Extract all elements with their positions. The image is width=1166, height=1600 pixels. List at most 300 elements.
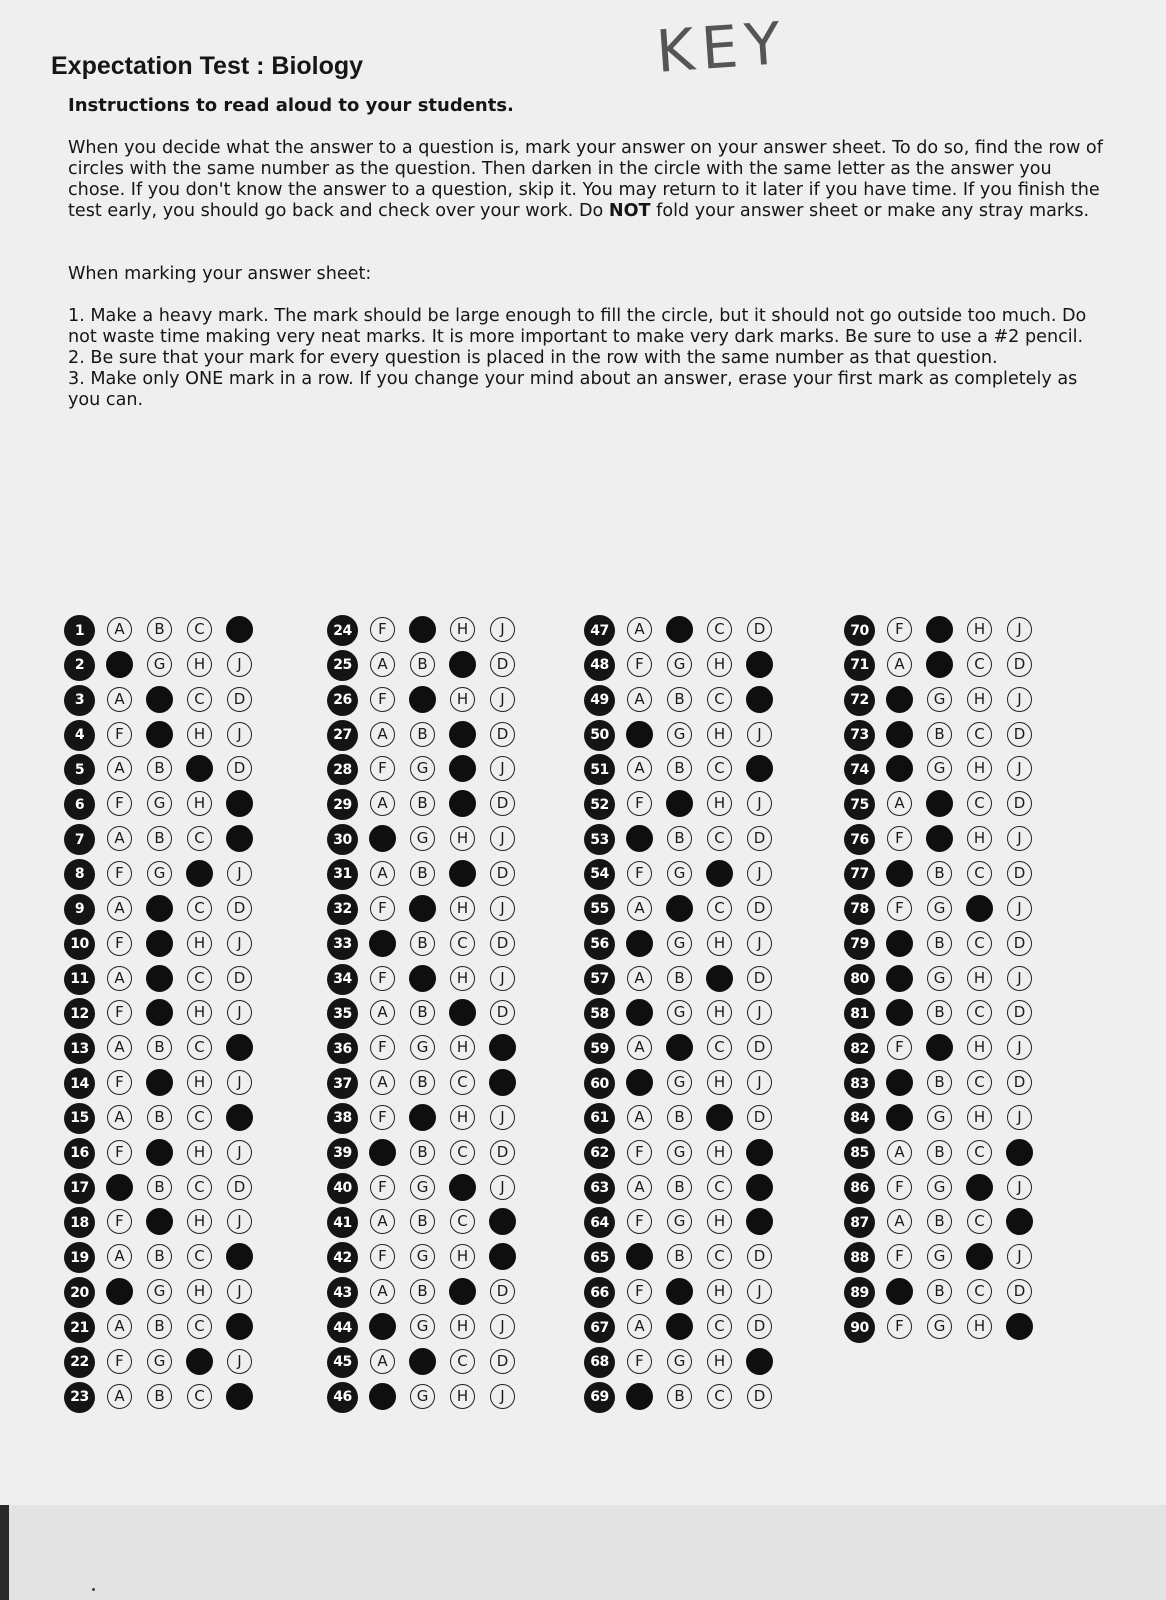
filled-answer-bubble[interactable] [886,721,913,748]
answer-bubble[interactable]: B [147,1314,172,1339]
answer-bubble[interactable]: G [927,1314,952,1339]
answer-bubble[interactable]: H [967,687,992,712]
answer-bubble[interactable]: J [227,1209,252,1234]
answer-bubble[interactable]: J [1007,1175,1032,1200]
answer-bubble[interactable]: F [107,1070,132,1095]
answer-bubble[interactable]: F [627,1279,652,1304]
answer-bubble[interactable]: F [370,896,395,921]
answer-bubble[interactable]: B [410,1279,435,1304]
answer-bubble[interactable]: H [187,1279,212,1304]
answer-bubble[interactable]: J [227,722,252,747]
answer-bubble[interactable]: D [490,722,515,747]
answer-bubble[interactable]: F [887,896,912,921]
answer-bubble[interactable]: F [887,1244,912,1269]
filled-answer-bubble[interactable] [746,686,773,713]
answer-bubble[interactable]: G [667,1000,692,1025]
filled-answer-bubble[interactable] [409,895,436,922]
answer-bubble[interactable]: J [227,1070,252,1095]
answer-bubble[interactable]: D [227,966,252,991]
answer-bubble[interactable]: F [107,1000,132,1025]
filled-answer-bubble[interactable] [746,1174,773,1201]
filled-answer-bubble[interactable] [106,1278,133,1305]
answer-bubble[interactable]: G [147,861,172,886]
answer-bubble[interactable]: H [187,1209,212,1234]
answer-bubble[interactable]: C [707,826,732,851]
answer-bubble[interactable]: J [747,791,772,816]
filled-answer-bubble[interactable] [966,895,993,922]
answer-bubble[interactable]: G [927,966,952,991]
answer-bubble[interactable]: J [490,687,515,712]
filled-answer-bubble[interactable] [226,1313,253,1340]
answer-bubble[interactable]: B [667,826,692,851]
answer-bubble[interactable]: A [887,652,912,677]
answer-bubble[interactable]: C [707,1035,732,1060]
answer-bubble[interactable]: G [667,931,692,956]
answer-bubble[interactable]: D [747,896,772,921]
answer-bubble[interactable]: B [410,931,435,956]
answer-bubble[interactable]: C [450,1209,475,1234]
answer-bubble[interactable]: H [707,722,732,747]
answer-bubble[interactable]: B [667,1175,692,1200]
answer-bubble[interactable]: C [187,1244,212,1269]
answer-bubble[interactable]: C [187,896,212,921]
answer-bubble[interactable]: H [967,1105,992,1130]
answer-bubble[interactable]: A [370,652,395,677]
filled-answer-bubble[interactable] [666,1313,693,1340]
answer-bubble[interactable]: F [107,791,132,816]
answer-bubble[interactable]: H [967,1314,992,1339]
answer-bubble[interactable]: J [747,1070,772,1095]
filled-answer-bubble[interactable] [886,1069,913,1096]
answer-bubble[interactable]: B [147,826,172,851]
filled-answer-bubble[interactable] [369,1139,396,1166]
filled-answer-bubble[interactable] [106,1174,133,1201]
answer-bubble[interactable]: A [107,896,132,921]
answer-bubble[interactable]: G [927,687,952,712]
answer-bubble[interactable]: H [707,1209,732,1234]
answer-bubble[interactable]: J [490,826,515,851]
answer-bubble[interactable]: F [107,861,132,886]
filled-answer-bubble[interactable] [226,825,253,852]
answer-bubble[interactable]: G [667,861,692,886]
answer-bubble[interactable]: B [927,861,952,886]
answer-bubble[interactable]: B [667,756,692,781]
answer-bubble[interactable]: D [227,896,252,921]
answer-bubble[interactable]: C [967,1000,992,1025]
answer-bubble[interactable]: J [747,931,772,956]
answer-bubble[interactable]: D [747,1035,772,1060]
filled-answer-bubble[interactable] [706,1104,733,1131]
answer-bubble[interactable]: F [107,1209,132,1234]
answer-bubble[interactable]: C [707,1244,732,1269]
answer-bubble[interactable]: B [927,1070,952,1095]
answer-bubble[interactable]: B [147,1035,172,1060]
answer-bubble[interactable]: H [707,791,732,816]
answer-bubble[interactable]: A [107,756,132,781]
answer-bubble[interactable]: C [450,1349,475,1374]
answer-bubble[interactable]: C [187,1105,212,1130]
answer-bubble[interactable]: F [627,791,652,816]
answer-bubble[interactable]: F [370,1035,395,1060]
answer-bubble[interactable]: J [747,722,772,747]
answer-bubble[interactable]: J [1007,756,1032,781]
answer-bubble[interactable]: B [927,1000,952,1025]
answer-bubble[interactable]: H [707,1140,732,1165]
answer-bubble[interactable]: C [707,1314,732,1339]
answer-bubble[interactable]: B [410,791,435,816]
filled-answer-bubble[interactable] [746,1139,773,1166]
answer-bubble[interactable]: C [707,1175,732,1200]
answer-bubble[interactable]: F [370,756,395,781]
filled-answer-bubble[interactable] [369,930,396,957]
answer-bubble[interactable]: F [887,617,912,642]
answer-bubble[interactable]: D [1007,722,1032,747]
answer-bubble[interactable]: H [450,1244,475,1269]
answer-bubble[interactable]: H [450,1035,475,1060]
answer-bubble[interactable]: A [627,617,652,642]
answer-bubble[interactable]: H [967,617,992,642]
answer-bubble[interactable]: D [747,1244,772,1269]
answer-bubble[interactable]: F [107,1349,132,1374]
answer-bubble[interactable]: H [707,1349,732,1374]
answer-bubble[interactable]: G [147,652,172,677]
answer-bubble[interactable]: B [147,756,172,781]
answer-bubble[interactable]: C [967,722,992,747]
answer-bubble[interactable]: J [227,1140,252,1165]
answer-bubble[interactable]: C [187,1314,212,1339]
answer-bubble[interactable]: C [967,931,992,956]
answer-bubble[interactable]: B [410,861,435,886]
answer-bubble[interactable]: A [107,617,132,642]
filled-answer-bubble[interactable] [146,895,173,922]
answer-bubble[interactable]: C [967,652,992,677]
filled-answer-bubble[interactable] [146,1069,173,1096]
answer-bubble[interactable]: B [147,617,172,642]
answer-bubble[interactable]: J [227,1000,252,1025]
answer-bubble[interactable]: B [667,1244,692,1269]
filled-answer-bubble[interactable] [886,686,913,713]
answer-bubble[interactable]: D [227,756,252,781]
answer-bubble[interactable]: J [490,1175,515,1200]
answer-bubble[interactable]: G [410,826,435,851]
answer-bubble[interactable]: G [667,1140,692,1165]
filled-answer-bubble[interactable] [926,825,953,852]
answer-bubble[interactable]: G [147,1349,172,1374]
filled-answer-bubble[interactable] [186,860,213,887]
answer-bubble[interactable]: G [927,756,952,781]
answer-bubble[interactable]: J [227,652,252,677]
answer-bubble[interactable]: A [107,1105,132,1130]
filled-answer-bubble[interactable] [369,825,396,852]
answer-bubble[interactable]: H [707,1000,732,1025]
answer-bubble[interactable]: H [967,966,992,991]
filled-answer-bubble[interactable] [146,930,173,957]
answer-bubble[interactable]: J [490,756,515,781]
filled-answer-bubble[interactable] [409,616,436,643]
answer-bubble[interactable]: G [410,1035,435,1060]
answer-bubble[interactable]: J [1007,1105,1032,1130]
filled-answer-bubble[interactable] [886,930,913,957]
answer-bubble[interactable]: J [1007,687,1032,712]
answer-bubble[interactable]: F [627,1140,652,1165]
answer-bubble[interactable]: F [887,1175,912,1200]
filled-answer-bubble[interactable] [409,1348,436,1375]
answer-bubble[interactable]: B [927,1209,952,1234]
answer-bubble[interactable]: G [667,1070,692,1095]
answer-bubble[interactable]: G [410,1175,435,1200]
answer-bubble[interactable]: H [967,1035,992,1060]
answer-bubble[interactable]: G [147,1279,172,1304]
answer-bubble[interactable]: C [707,617,732,642]
filled-answer-bubble[interactable] [449,860,476,887]
answer-bubble[interactable]: A [370,1279,395,1304]
filled-answer-bubble[interactable] [449,721,476,748]
answer-bubble[interactable]: J [1007,896,1032,921]
filled-answer-bubble[interactable] [1006,1139,1033,1166]
answer-bubble[interactable]: B [410,722,435,747]
answer-bubble[interactable]: G [927,1105,952,1130]
answer-bubble[interactable]: C [707,687,732,712]
answer-bubble[interactable]: A [627,756,652,781]
answer-bubble[interactable]: H [450,1105,475,1130]
answer-bubble[interactable]: H [450,1384,475,1409]
filled-answer-bubble[interactable] [146,721,173,748]
answer-bubble[interactable]: J [1007,617,1032,642]
answer-bubble[interactable]: F [627,1209,652,1234]
answer-bubble[interactable]: B [667,966,692,991]
answer-bubble[interactable]: A [370,861,395,886]
answer-bubble[interactable]: A [370,722,395,747]
answer-bubble[interactable]: A [107,687,132,712]
filled-answer-bubble[interactable] [626,930,653,957]
answer-bubble[interactable]: B [927,722,952,747]
answer-bubble[interactable]: C [187,687,212,712]
answer-bubble[interactable]: A [887,1140,912,1165]
answer-bubble[interactable]: C [967,1140,992,1165]
answer-bubble[interactable]: F [107,1140,132,1165]
answer-bubble[interactable]: D [747,826,772,851]
answer-bubble[interactable]: H [187,931,212,956]
answer-bubble[interactable]: F [370,966,395,991]
answer-bubble[interactable]: F [107,931,132,956]
answer-bubble[interactable]: C [187,826,212,851]
answer-bubble[interactable]: A [627,687,652,712]
filled-answer-bubble[interactable] [666,616,693,643]
filled-answer-bubble[interactable] [626,721,653,748]
filled-answer-bubble[interactable] [626,1383,653,1410]
answer-bubble[interactable]: C [187,1035,212,1060]
answer-bubble[interactable]: D [227,1175,252,1200]
filled-answer-bubble[interactable] [706,965,733,992]
answer-bubble[interactable]: H [450,617,475,642]
answer-bubble[interactable]: C [707,896,732,921]
answer-bubble[interactable]: G [410,1244,435,1269]
filled-answer-bubble[interactable] [409,686,436,713]
answer-bubble[interactable]: D [1007,1000,1032,1025]
answer-bubble[interactable]: B [147,1175,172,1200]
filled-answer-bubble[interactable] [666,1034,693,1061]
filled-answer-bubble[interactable] [626,1069,653,1096]
answer-bubble[interactable]: H [187,652,212,677]
answer-bubble[interactable]: A [107,966,132,991]
answer-bubble[interactable]: J [227,1349,252,1374]
answer-bubble[interactable]: A [107,826,132,851]
answer-bubble[interactable]: D [490,931,515,956]
answer-bubble[interactable]: H [450,687,475,712]
answer-bubble[interactable]: J [490,896,515,921]
answer-bubble[interactable]: C [967,1209,992,1234]
answer-bubble[interactable]: B [147,1384,172,1409]
answer-bubble[interactable]: D [1007,791,1032,816]
filled-answer-bubble[interactable] [666,895,693,922]
filled-answer-bubble[interactable] [106,651,133,678]
answer-bubble[interactable]: H [707,1070,732,1095]
answer-bubble[interactable]: F [627,1349,652,1374]
answer-bubble[interactable]: G [667,652,692,677]
answer-bubble[interactable]: J [490,1384,515,1409]
answer-bubble[interactable]: C [967,1279,992,1304]
answer-bubble[interactable]: B [147,1105,172,1130]
answer-bubble[interactable]: F [370,1244,395,1269]
answer-bubble[interactable]: C [187,966,212,991]
filled-answer-bubble[interactable] [226,616,253,643]
filled-answer-bubble[interactable] [926,651,953,678]
answer-bubble[interactable]: J [227,931,252,956]
answer-bubble[interactable]: D [1007,931,1032,956]
answer-bubble[interactable]: C [450,931,475,956]
answer-bubble[interactable]: D [1007,652,1032,677]
answer-bubble[interactable]: H [707,931,732,956]
filled-answer-bubble[interactable] [489,1034,516,1061]
filled-answer-bubble[interactable] [449,1174,476,1201]
filled-answer-bubble[interactable] [449,651,476,678]
answer-bubble[interactable]: A [627,966,652,991]
answer-bubble[interactable]: A [627,1175,652,1200]
answer-bubble[interactable]: C [450,1070,475,1095]
answer-bubble[interactable]: F [370,617,395,642]
answer-bubble[interactable]: J [490,966,515,991]
filled-answer-bubble[interactable] [1006,1313,1033,1340]
answer-bubble[interactable]: A [887,791,912,816]
answer-bubble[interactable]: D [747,1384,772,1409]
answer-bubble[interactable]: F [887,1035,912,1060]
answer-bubble[interactable]: F [627,861,652,886]
answer-bubble[interactable]: H [187,791,212,816]
answer-bubble[interactable]: J [1007,1244,1032,1269]
answer-bubble[interactable]: G [927,1175,952,1200]
answer-bubble[interactable]: A [370,1000,395,1025]
filled-answer-bubble[interactable] [409,1104,436,1131]
answer-bubble[interactable]: J [1007,966,1032,991]
filled-answer-bubble[interactable] [926,616,953,643]
answer-bubble[interactable]: H [187,1140,212,1165]
answer-bubble[interactable]: H [967,756,992,781]
answer-bubble[interactable]: J [1007,826,1032,851]
answer-bubble[interactable]: A [107,1244,132,1269]
answer-bubble[interactable]: D [1007,1070,1032,1095]
answer-bubble[interactable]: G [667,1209,692,1234]
answer-bubble[interactable]: J [1007,1035,1032,1060]
answer-bubble[interactable]: A [370,1070,395,1095]
answer-bubble[interactable]: D [490,652,515,677]
filled-answer-bubble[interactable] [746,1348,773,1375]
filled-answer-bubble[interactable] [409,965,436,992]
filled-answer-bubble[interactable] [966,1174,993,1201]
filled-answer-bubble[interactable] [926,1034,953,1061]
answer-bubble[interactable]: C [187,1384,212,1409]
answer-bubble[interactable]: D [1007,1279,1032,1304]
answer-bubble[interactable]: D [490,861,515,886]
answer-bubble[interactable]: F [107,722,132,747]
answer-bubble[interactable]: D [1007,861,1032,886]
answer-bubble[interactable]: A [370,791,395,816]
filled-answer-bubble[interactable] [886,1278,913,1305]
answer-bubble[interactable]: D [490,1000,515,1025]
answer-bubble[interactable]: G [667,1349,692,1374]
answer-bubble[interactable]: F [370,687,395,712]
answer-bubble[interactable]: B [927,1279,952,1304]
answer-bubble[interactable]: J [227,861,252,886]
filled-answer-bubble[interactable] [226,1383,253,1410]
answer-bubble[interactable]: D [490,1349,515,1374]
answer-bubble[interactable]: C [450,1140,475,1165]
answer-bubble[interactable]: F [887,826,912,851]
filled-answer-bubble[interactable] [369,1313,396,1340]
answer-bubble[interactable]: D [490,1279,515,1304]
answer-bubble[interactable]: F [887,1314,912,1339]
answer-bubble[interactable]: B [927,931,952,956]
answer-bubble[interactable]: D [747,617,772,642]
answer-bubble[interactable]: J [490,1314,515,1339]
answer-bubble[interactable]: G [410,1314,435,1339]
filled-answer-bubble[interactable] [489,1069,516,1096]
answer-bubble[interactable]: A [370,1209,395,1234]
filled-answer-bubble[interactable] [706,860,733,887]
answer-bubble[interactable]: B [147,1244,172,1269]
answer-bubble[interactable]: B [667,687,692,712]
answer-bubble[interactable]: B [927,1140,952,1165]
answer-bubble[interactable]: D [490,1140,515,1165]
answer-bubble[interactable]: C [707,1384,732,1409]
answer-bubble[interactable]: G [147,791,172,816]
answer-bubble[interactable]: C [967,1070,992,1095]
filled-answer-bubble[interactable] [146,965,173,992]
answer-bubble[interactable]: B [667,1384,692,1409]
filled-answer-bubble[interactable] [226,1034,253,1061]
answer-bubble[interactable]: H [450,966,475,991]
answer-bubble[interactable]: F [627,652,652,677]
filled-answer-bubble[interactable] [886,860,913,887]
answer-bubble[interactable]: A [627,1105,652,1130]
answer-bubble[interactable]: C [967,861,992,886]
answer-bubble[interactable]: J [747,1279,772,1304]
answer-bubble[interactable]: F [370,1175,395,1200]
answer-bubble[interactable]: A [627,896,652,921]
filled-answer-bubble[interactable] [146,1139,173,1166]
answer-bubble[interactable]: A [370,1349,395,1374]
answer-bubble[interactable]: H [707,1279,732,1304]
answer-bubble[interactable]: D [227,687,252,712]
filled-answer-bubble[interactable] [369,1383,396,1410]
filled-answer-bubble[interactable] [226,1104,253,1131]
answer-bubble[interactable]: C [967,791,992,816]
filled-answer-bubble[interactable] [146,686,173,713]
answer-bubble[interactable]: D [747,966,772,991]
answer-bubble[interactable]: J [490,1105,515,1130]
answer-bubble[interactable]: G [927,896,952,921]
answer-bubble[interactable]: B [410,1140,435,1165]
answer-bubble[interactable]: J [747,1000,772,1025]
